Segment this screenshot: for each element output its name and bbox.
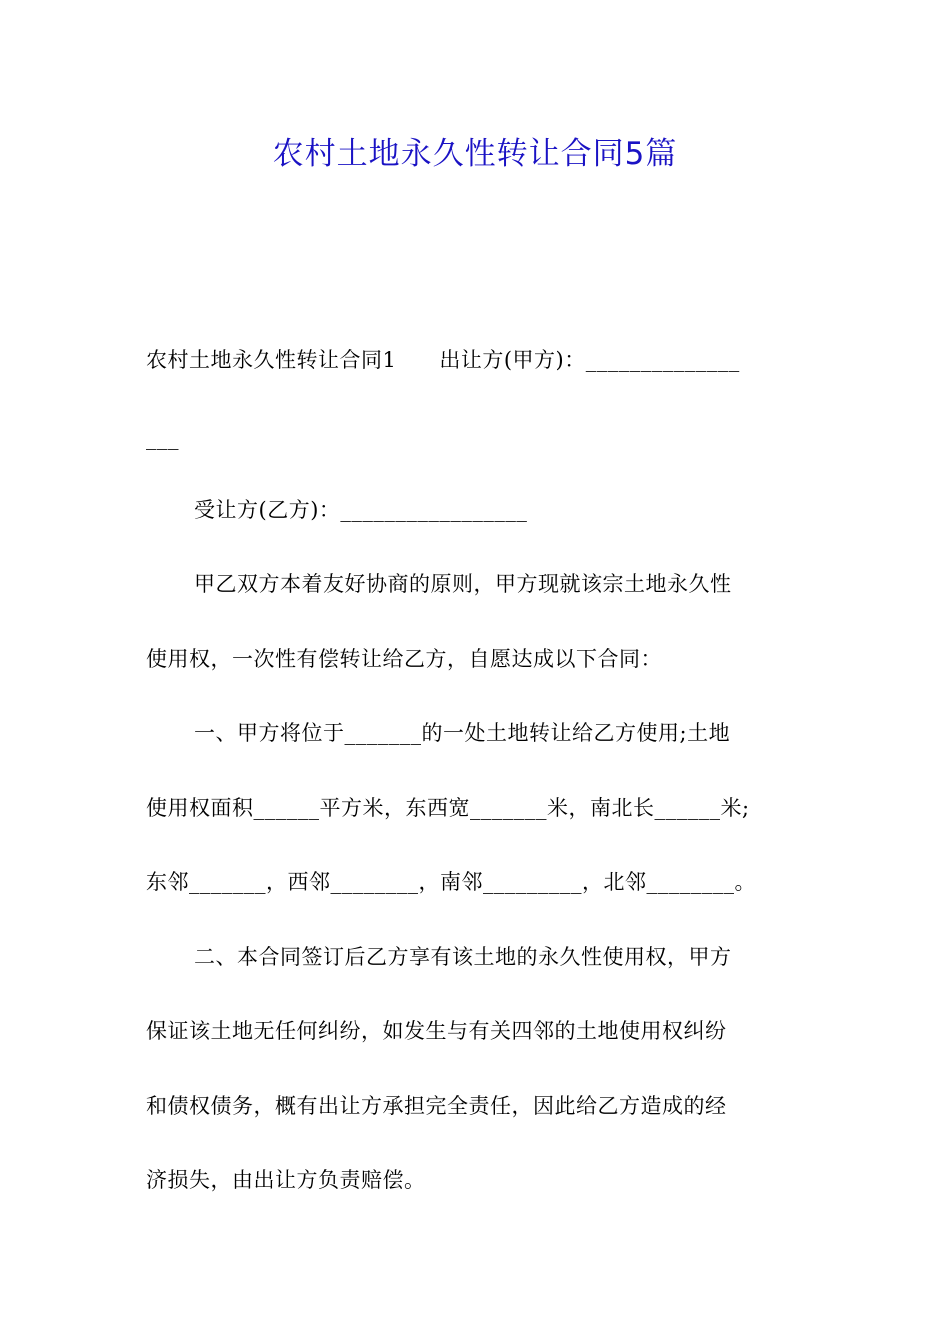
document-title: 农村土地永久性转让合同5篇 [272, 136, 678, 172]
clause-2-line-2: 保证该土地无任何纠纷，如发生与有关四邻的土地使用权纠纷 [146, 1019, 727, 1043]
clause-1-line-1: 一、甲方将位于_______的一处土地转让给乙方使用;土地 [194, 721, 731, 745]
paragraph-intro-line-2: 使用权，一次性有偿转让给乙方，自愿达成以下合同： [146, 647, 662, 671]
clause-1-line-2: 使用权面积______平方米，东西宽_______米，南北长______米; [146, 796, 750, 820]
clause-1-line-3: 东邻_______，西邻________，南邻_________，北邻________。 [146, 870, 756, 894]
paragraph-intro-line-1: 甲乙双方本着友好协商的原则，甲方现就该宗土地永久性 [194, 572, 732, 596]
clause-2-line-4: 济损失，由出让方负责赔偿。 [146, 1168, 426, 1192]
party-b-line: 受让方(乙方)：_________________ [194, 498, 528, 522]
contract-heading-line: 农村土地永久性转让合同1 出让方(甲方)：______________ [146, 348, 740, 372]
blank-continuation-line: ___ [146, 426, 179, 450]
clause-2-line-3: 和债权债务，概有出让方承担完全责任，因此给乙方造成的经 [146, 1094, 727, 1118]
clause-2-line-1: 二、本合同签订后乙方享有该土地的永久性使用权，甲方 [194, 945, 732, 969]
